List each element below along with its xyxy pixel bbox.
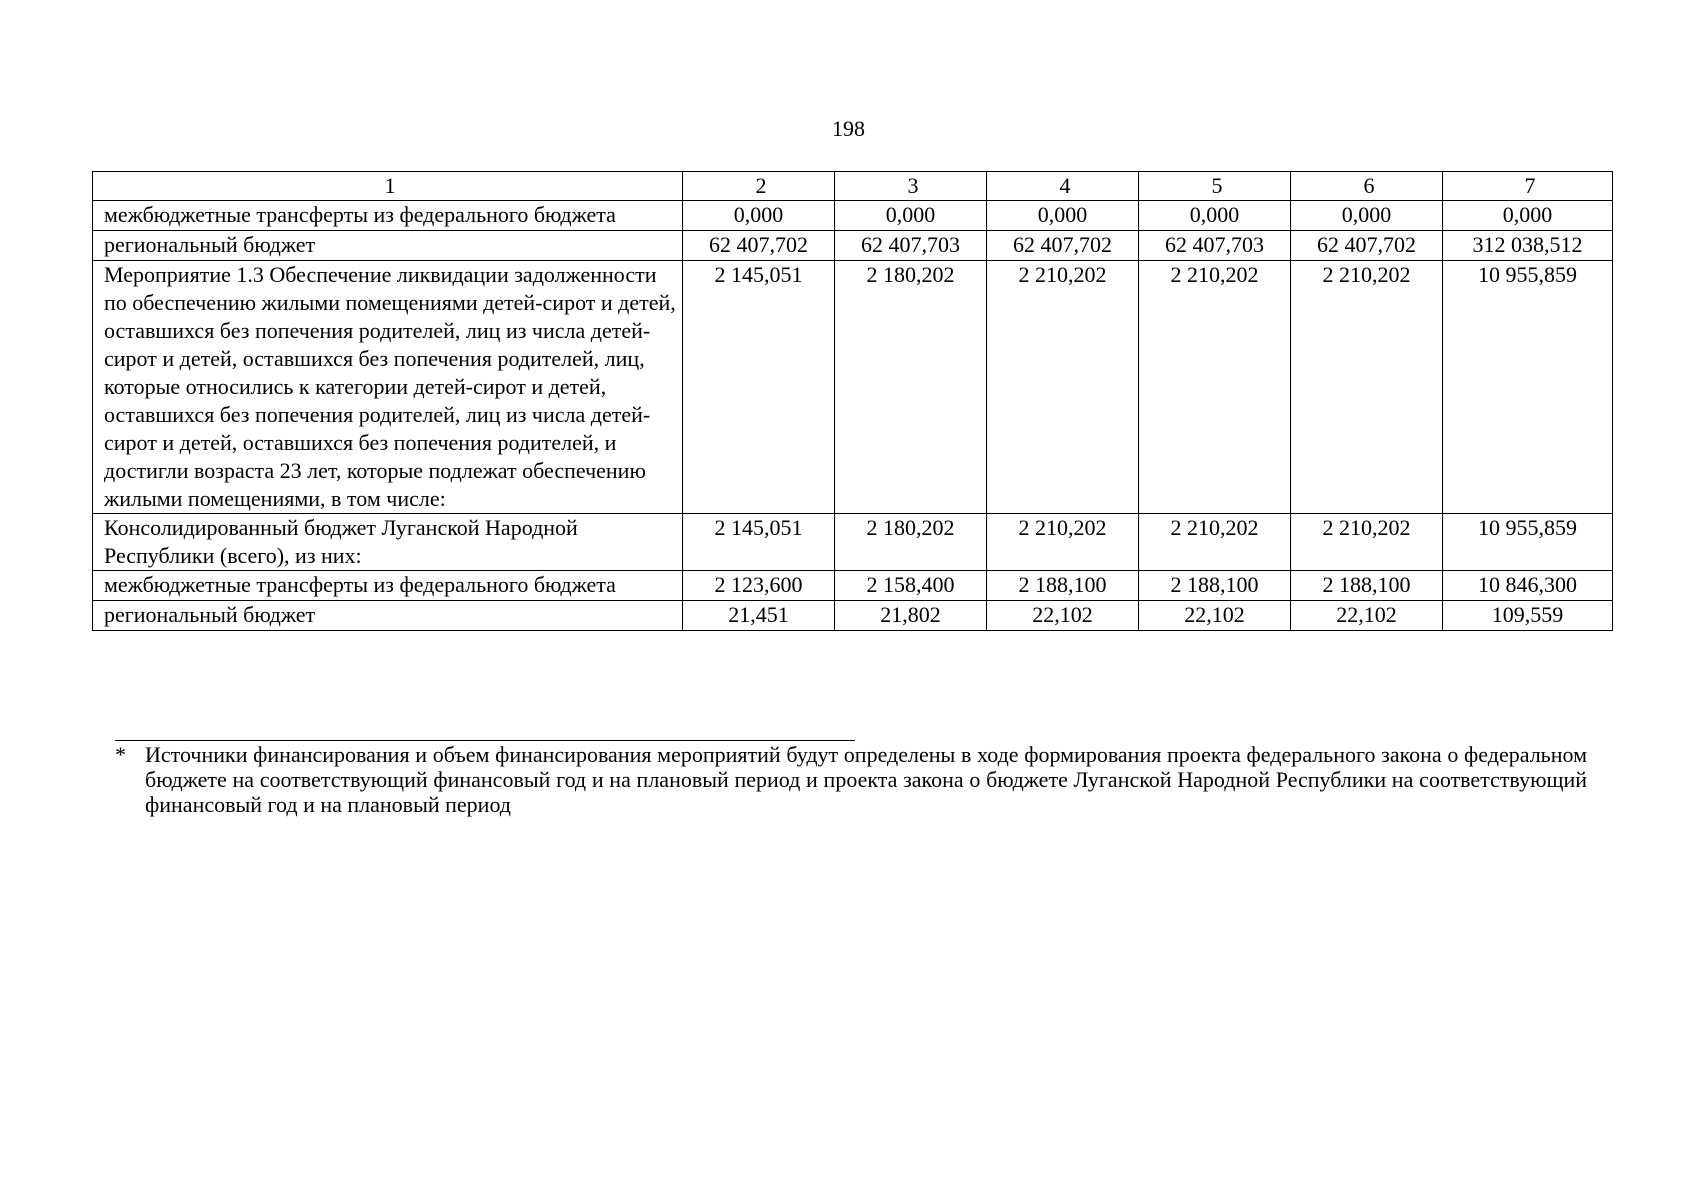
footnote-mark: * — [115, 742, 126, 767]
cell-value: 21,451 — [683, 601, 835, 631]
cell-value: 2 188,100 — [1139, 571, 1291, 601]
cell-value: 2 158,400 — [835, 571, 987, 601]
table-row — [93, 261, 1613, 514]
budget-table — [92, 171, 1613, 631]
cell-value: 2 180,202 — [835, 514, 987, 571]
cell-value: 2 210,202 — [1291, 514, 1443, 571]
cell-value: 0,000 — [835, 201, 987, 231]
column-header: 6 — [1291, 172, 1443, 201]
table-row — [93, 601, 1613, 631]
cell-value: 2 188,100 — [1291, 571, 1443, 601]
column-header: 1 — [93, 172, 683, 201]
cell-value: 2 145,051 — [683, 514, 835, 571]
cell-value: 62 407,703 — [835, 231, 987, 261]
footnote-separator — [115, 740, 855, 741]
cell-value: 2 210,202 — [987, 261, 1139, 514]
column-header: 4 — [987, 172, 1139, 201]
column-header: 3 — [835, 172, 987, 201]
cell-value: 2 210,202 — [1139, 261, 1291, 514]
row-label: Консолидированный бюджет Луганской Народной Республики (всего), из них: — [93, 514, 683, 571]
cell-value: 62 407,703 — [1139, 231, 1291, 261]
cell-value: 0,000 — [683, 201, 835, 231]
cell-value: 10 846,300 — [1443, 571, 1613, 601]
row-label: региональный бюджет — [93, 601, 683, 631]
cell-value: 2 145,051 — [683, 261, 835, 514]
cell-value: 2 180,202 — [835, 261, 987, 514]
cell-value: 10 955,859 — [1443, 514, 1613, 571]
row-label: Мероприятие 1.3 Обеспечение ликвидации задолженности по обеспечению жилыми помещениями детей-сирот и детей, оставшихся без попечения родителей, лиц из числа детей-сирот и детей, оставшихся без попечения родителей, лиц, которые относились к категории детей-сирот и детей, оставшихся без попечения родителей, лиц из числа детей-сирот и детей, оставшихся без попечения родителей, и достигли возраста 23 лет, которые подлежат обеспечению жилыми помещениями, в том числе: — [93, 261, 683, 514]
cell-value: 2 123,600 — [683, 571, 835, 601]
cell-value: 312 038,512 — [1443, 231, 1613, 261]
column-header: 5 — [1139, 172, 1291, 201]
row-label: межбюджетные трансферты из федерального бюджета — [93, 201, 683, 231]
cell-value: 2 210,202 — [1139, 514, 1291, 571]
cell-value: 109,559 — [1443, 601, 1613, 631]
table-row — [93, 201, 1613, 231]
row-label: региональный бюджет — [93, 231, 683, 261]
cell-value: 2 188,100 — [987, 571, 1139, 601]
cell-value: 62 407,702 — [987, 231, 1139, 261]
cell-value: 0,000 — [987, 201, 1139, 231]
footnote-text: Источники финансирования и объем финансирования мероприятий будут определены в ходе формирования проекта федерального закона о федеральном бюджете на соответствующий финансовый год и на плановый период и проекта закона о бюджете Луганской Народной Республики на соответствующий финансовый год и на плановый период — [145, 742, 1587, 817]
column-header: 2 — [683, 172, 835, 201]
cell-value: 22,102 — [987, 601, 1139, 631]
cell-value: 2 210,202 — [987, 514, 1139, 571]
cell-value: 22,102 — [1291, 601, 1443, 631]
footnote — [115, 740, 1587, 817]
cell-value: 22,102 — [1139, 601, 1291, 631]
page-number: 198 — [832, 116, 865, 141]
table-header-row — [93, 172, 1613, 201]
table-row — [93, 514, 1613, 571]
cell-value: 0,000 — [1139, 201, 1291, 231]
footnote-body — [115, 742, 1587, 817]
cell-value: 21,802 — [835, 601, 987, 631]
cell-value: 2 210,202 — [1291, 261, 1443, 514]
cell-value: 10 955,859 — [1443, 261, 1613, 514]
column-header: 7 — [1443, 172, 1613, 201]
table-row — [93, 231, 1613, 261]
row-label: межбюджетные трансферты из федерального бюджета — [93, 571, 683, 601]
cell-value: 0,000 — [1443, 201, 1613, 231]
cell-value: 62 407,702 — [1291, 231, 1443, 261]
table-row — [93, 571, 1613, 601]
cell-value: 0,000 — [1291, 201, 1443, 231]
cell-value: 62 407,702 — [683, 231, 835, 261]
